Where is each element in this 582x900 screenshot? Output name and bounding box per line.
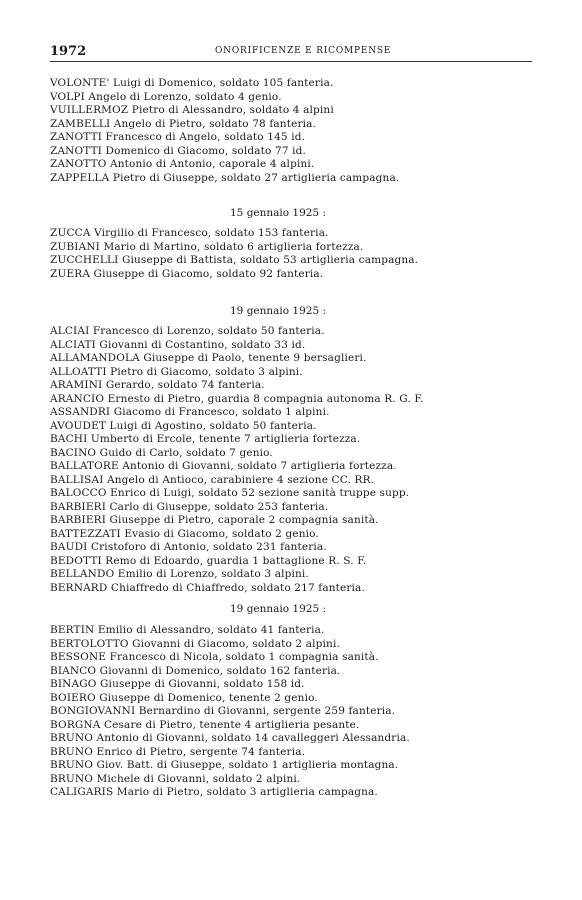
list-entry: BORGNA Cesare di Pietro, tenente 4 artiglieria pesante.	[50, 718, 360, 731]
date-heading: 19 gennaio 1925 :	[230, 603, 327, 615]
list-entry: ZANOTTO Antonio di Antonio, caporale 4 alpini.	[50, 158, 315, 170]
date-heading: 15 gennaio 1925 :	[230, 207, 327, 219]
list-entry: BRUNO Enrico di Pietro, sergente 74 fanteria.	[50, 745, 306, 758]
list-entry: BACINO Guido di Carlo, soldato 7 genio.	[50, 446, 273, 459]
list-entry: ZUCCA Virgilio di Francesco, soldato 153 fanteria.	[50, 227, 329, 239]
running-title: ONORIFICENZE E RICOMPENSE	[215, 46, 392, 56]
list-entry: ARANCIO Ernesto di Pietro, guardia 8 compagnia autonoma R. G. F.	[50, 392, 424, 405]
page-header	[50, 44, 532, 62]
list-entry: ALCIATI Giovanni di Costantino, soldato 33 id.	[50, 338, 306, 351]
list-entry: VUILLERMOZ Pietro di Alessandro, soldato 4 alpini	[50, 104, 334, 116]
list-entry: BOIERO Giuseppe di Domenico, tenente 2 genio.	[50, 691, 318, 704]
list-entry: BERNARD Chiaffredo di Chiaffredo, soldato 217 fanteria.	[50, 581, 365, 594]
list-entry: ZUBIANI Mario di Martino, soldato 6 artiglieria fortezza.	[50, 240, 364, 253]
section-continuation	[50, 77, 532, 185]
section-19-gennaio-a	[50, 325, 532, 595]
list-entry: BRUNO Giov. Batt. di Giuseppe, soldato 1 artiglieria montagna.	[50, 759, 399, 771]
list-entry: ARAMINI Gerardo, soldato 74 fanteria.	[50, 379, 265, 391]
list-entry: ZAPPELLA Pietro di Giuseppe, soldato 27 artiglieria campagna.	[50, 171, 400, 184]
list-entry: ZANOTTI Francesco di Angelo, soldato 145 id.	[50, 131, 306, 143]
list-entry: BALOCCO Enrico di Luigi, soldato 52 sezione sanità truppe supp.	[50, 487, 410, 499]
list-entry: BALLISAI Angelo di Antioco, carabiniere 4 sezione CC. RR.	[50, 473, 375, 486]
list-entry: ALCIAI Francesco di Lorenzo, soldato 50 fanteria.	[50, 325, 325, 337]
list-entry: BALLATORE Antonio di Giovanni, soldato 7 artiglieria fortezza.	[50, 460, 397, 472]
list-entry: BELLANDO Emilio di Lorenzo, soldato 3 alpini.	[50, 568, 309, 580]
date-heading: 19 gennaio 1925 :	[230, 305, 327, 317]
list-entry: ZANOTTI Domenico di Giacomo, soldato 77 id.	[50, 144, 307, 157]
list-entry: BATTEZZATI Evasio di Giacomo, soldato 2 genio.	[50, 527, 319, 540]
list-entry: BESSONE Francesco di Nicola, soldato 1 compagnia sanità.	[50, 651, 379, 663]
list-entry: BIANCO Giovanni di Domenico, soldato 162 fanteria.	[50, 664, 341, 677]
list-entry: VOLONTE' Luigi di Domenico, soldato 105 fanteria.	[50, 77, 334, 89]
header-rule	[50, 61, 532, 62]
list-entry: ZAMBELLI Angelo di Pietro, soldato 78 fanteria.	[50, 117, 317, 130]
list-entry: ASSANDRI Giacomo di Francesco, soldato 1 alpini.	[50, 406, 330, 418]
list-entry: BINAGO Giuseppe di Giovanni, soldato 158 id.	[50, 678, 305, 690]
list-entry: ALLOATTI Pietro di Giacomo, soldato 3 alpini.	[50, 365, 303, 378]
list-entry: BARBIERI Carlo di Giuseppe, soldato 253 fanteria.	[50, 500, 329, 513]
list-entry: BACHI Umberto di Ercole, tenente 7 artiglieria fortezza.	[50, 433, 361, 445]
list-entry: BERTIN Emilio di Alessandro, soldato 41 fanteria.	[50, 624, 325, 636]
list-entry: CALIGARIS Mario di Pietro, soldato 3 artiglieria campagna.	[50, 786, 378, 798]
list-entry: BERTOLOTTO Giovanni di Giacomo, soldato 2 alpini.	[50, 637, 340, 650]
list-entry: BONGIOVANNI Bernardino di Giovanni, sergente 259 fanteria.	[50, 705, 396, 717]
page-number: 1972	[50, 44, 87, 59]
section-15-gennaio	[50, 227, 532, 281]
list-entry: BRUNO Antonio di Giovanni, soldato 14 cavalleggeri Alessandria.	[50, 732, 410, 744]
list-entry: BARBIERI Giuseppe di Pietro, caporale 2 compagnia sanità.	[50, 514, 379, 526]
list-entry: ZUCCHELLI Giuseppe di Battista, soldato 53 artiglieria campagna.	[50, 254, 419, 266]
list-entry: ALLAMANDOLA Giuseppe di Paolo, tenente 9 bersaglieri.	[50, 352, 367, 364]
list-entry: BAUDI Cristoforo di Antonio, soldato 231 fanteria.	[50, 541, 327, 553]
list-entry: AVOUDET Luigi di Agostino, soldato 50 fanteria.	[50, 419, 317, 432]
section-19-gennaio-b	[50, 624, 532, 800]
list-entry: ZUERA Giuseppe di Giacomo, soldato 92 fanteria.	[50, 267, 324, 280]
list-entry: VOLPI Angelo di Lorenzo, soldato 4 genio.	[50, 90, 282, 103]
list-entry: BRUNO Michele di Giovanni, soldato 2 alpini.	[50, 772, 301, 785]
list-entry: BEDOTTI Remo di Edoardo, guardia 1 battaglione R. S. F.	[50, 554, 367, 567]
